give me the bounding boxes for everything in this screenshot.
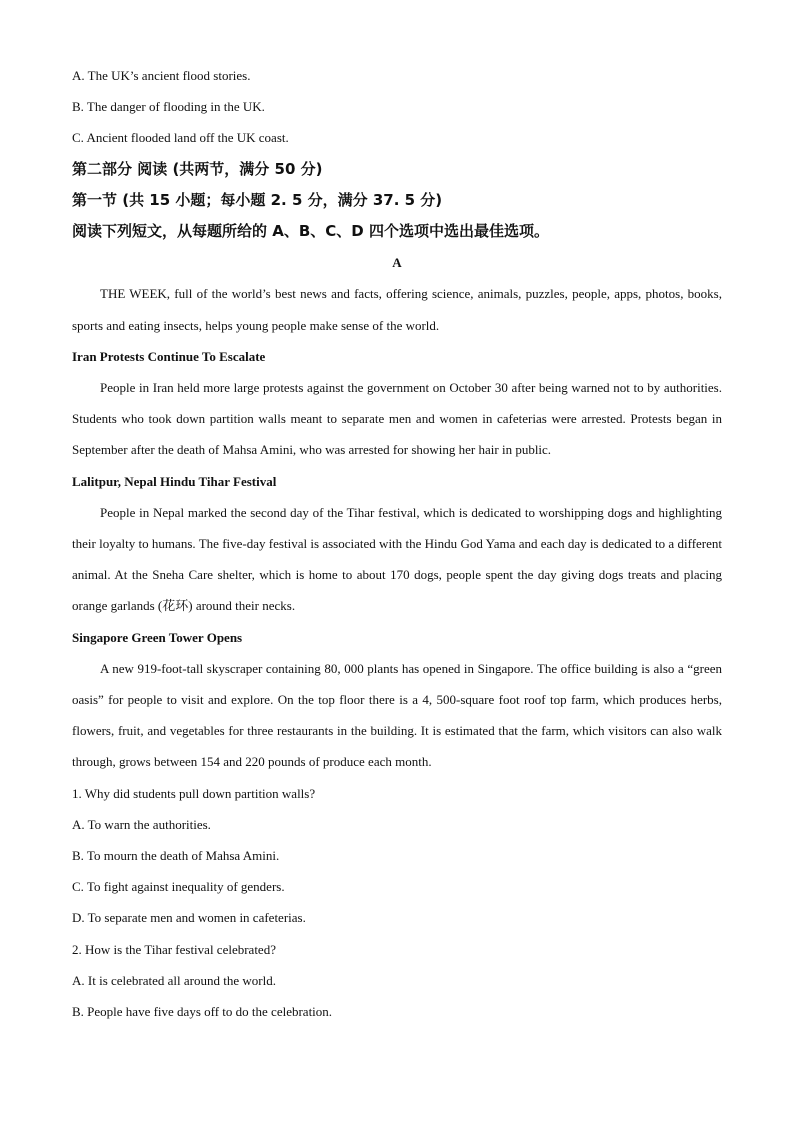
question-option: B. To mourn the death of Mahsa Amini. <box>72 848 280 864</box>
passage-intro: THE WEEK, full of the world’s best news and facts, offering science, animals, puzzles, people, apps, photos, books, sports and eating insects, helps young people make sense of the world. <box>72 286 722 333</box>
section-title: 第二部分 阅读 (共两节，满分 50 分) <box>72 159 323 178</box>
option-c: C. Ancient flooded land off the UK coast. <box>72 130 289 146</box>
article-heading: Lalitpur, Nepal Hindu Tihar Festival <box>72 473 277 489</box>
question-option: B. People have five days off to do the celebration. <box>72 1004 333 1020</box>
article-heading: Singapore Green Tower Opens <box>72 629 243 645</box>
question-option: C. To fight against inequality of genders. <box>72 879 285 895</box>
question-option: A. To warn the authorities. <box>72 816 211 832</box>
exam-page <box>72 60 722 1027</box>
option-a: A. The UK’s ancient flood stories. <box>72 68 251 83</box>
subsection-title: 第一节 (共 15 小题；每小题 2. 5 分，满分 37. 5 分) <box>72 190 443 209</box>
question-option: D. To separate men and women in cafeterias. <box>72 910 306 926</box>
article-heading: Iran Protests Continue To Escalate <box>72 348 266 364</box>
passage-label: A <box>392 255 402 271</box>
article-body: People in Iran held more large protests against the government on October 30 after being warned not to by authorities. Students who took down partition walls meant to separate men and women in cafeterias were arrested. Protests began in September after the death of Mahsa Amini, who was arrested for showing her hair in public. <box>72 380 722 458</box>
question-stem: 2. How is the Tihar festival celebrated? <box>72 941 276 957</box>
instruction: 阅读下列短文，从每题所给的 A、B、C、D 四个选项中选出最佳选项。 <box>72 222 549 241</box>
article-body: People in Nepal marked the second day of the Tihar festival, which is dedicated to worshipping dogs and highlighting their loyalty to humans. The five-day festival is associated with the Hindu God Yama and each day is dedicated to a different animal. At the Sneha Care shelter, which is home to about 170 dogs, people spent the day giving dogs treats and placing orange garlands (花环) around their necks. <box>72 504 722 614</box>
question-stem: 1. Why did students pull down partition walls? <box>72 785 316 801</box>
article-body: A new 919-foot-tall skyscraper containing 80, 000 plants has opened in Singapore. The office building is also a “green oasis” for people to visit and explore. On the top floor there is a 4, 500-square foot roof top farm, which produces herbs, flowers, fruit, and vegetables for three restaurants in the building. It is estimated that the farm, which visitors can also walk through, grows between 154 and 220 pounds of produce each month. <box>72 660 722 770</box>
option-b: B. The danger of flooding in the UK. <box>72 99 265 115</box>
question-option: A. It is celebrated all around the world. <box>72 972 276 988</box>
